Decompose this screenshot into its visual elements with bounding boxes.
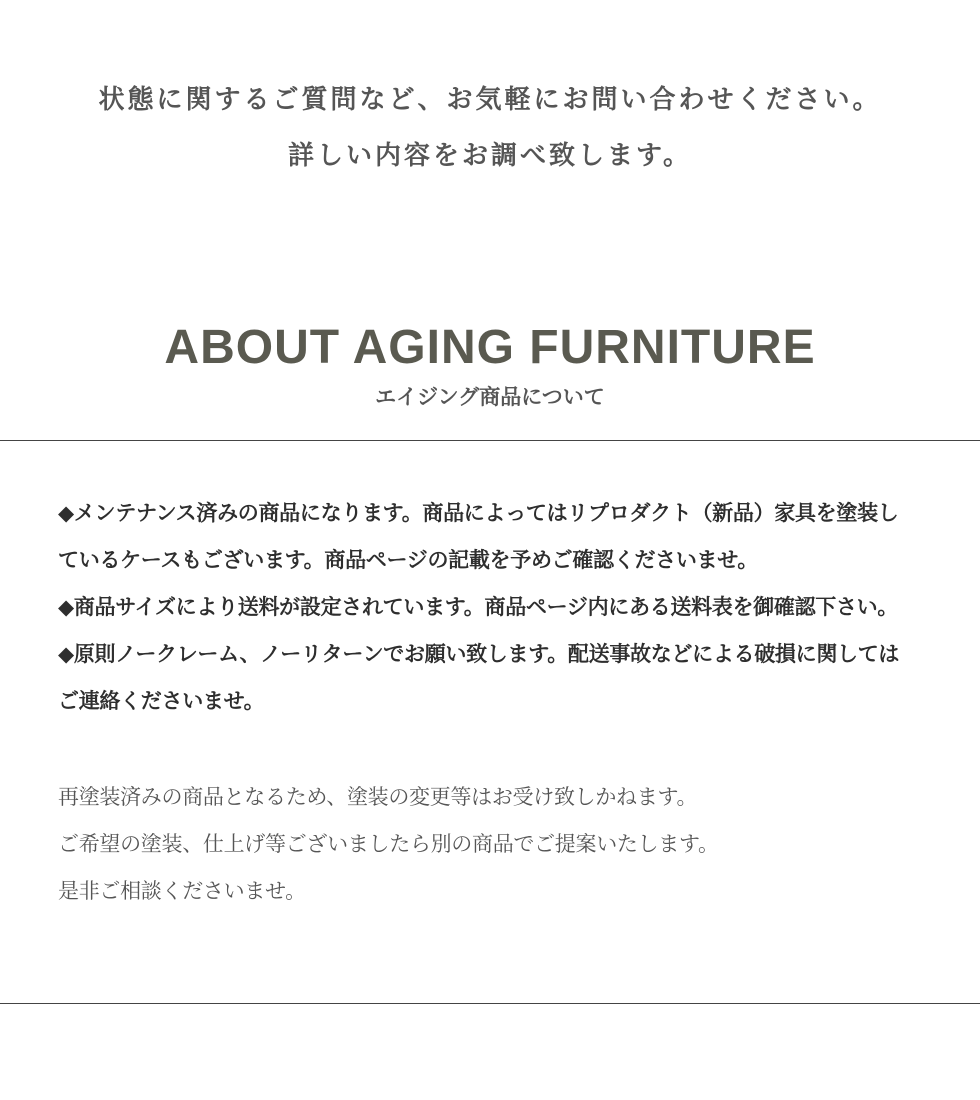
- notes-list: [58, 490, 938, 725]
- details-text: [58, 774, 938, 915]
- intro-line-details: 詳しい内容をお調べ致します。: [288, 141, 692, 171]
- notes-line: ているケースもございます。商品ページの記載を予めご確認くださいませ。: [58, 548, 759, 572]
- intro-line-inquiry: 状態に関するご質問など、お気軽にお問い合わせください。: [98, 85, 882, 115]
- notes-line: ◆原則ノークレーム、ノーリターンでお願い致します。配送事故などによる破損に関しては: [58, 642, 900, 666]
- top-divider: [0, 440, 980, 441]
- details-line: 是非ご相談くださいませ。: [58, 879, 306, 903]
- intro-message: [0, 72, 980, 184]
- section-title: ABOUT AGING FURNITURE: [164, 321, 816, 374]
- bottom-divider: [0, 1003, 980, 1004]
- section-subtitle: エイジング商品について: [375, 385, 605, 409]
- details-line: 再塗装済みの商品となるため、塗装の変更等はお受け致しかねます。: [58, 785, 698, 809]
- notes-line: ◆商品サイズにより送料が設定されています。商品ページ内にある送料表を御確認下さい。: [58, 595, 899, 619]
- section-heading: [0, 318, 980, 412]
- notes-line: ご連絡くださいませ。: [58, 689, 265, 713]
- details-line: ご希望の塗装、仕上げ等ございましたら別の商品でご提案いたします。: [58, 832, 719, 856]
- notes-line: ◆メンテナンス済みの商品になります。商品によってはリプロダクト（新品）家具を塗装し: [58, 501, 899, 525]
